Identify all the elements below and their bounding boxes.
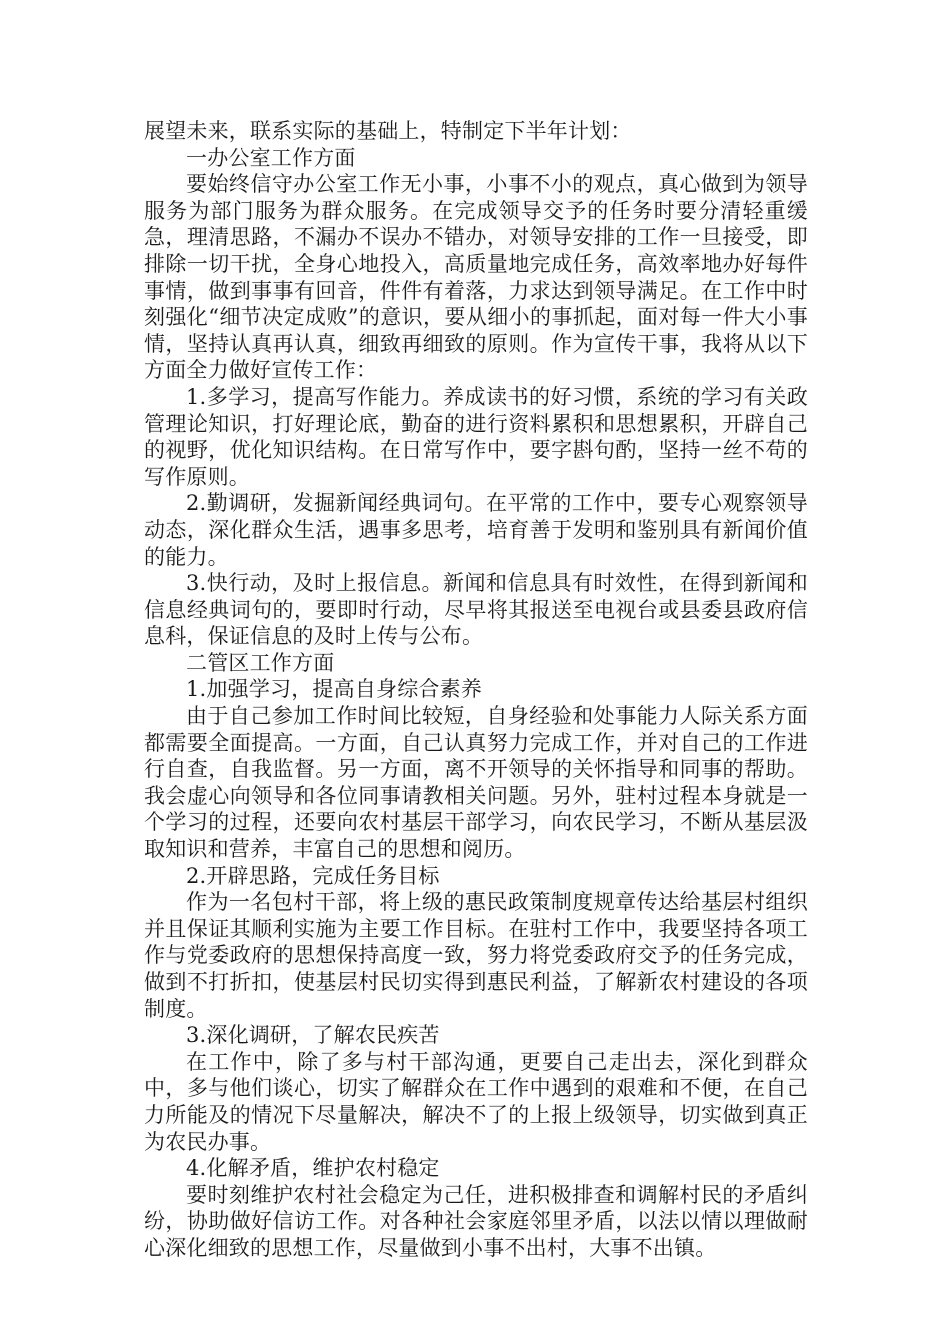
paragraph: 在工作中，除了多与村干部沟通，更要自己走出去，深化到群众中，多与他们谈心，切实了解群众在工作中遇到的艰难和不便，在自己力所能及的情况下尽量解决，解决不了的上报上级领导，切实做到真正为农民办事。 [144, 1049, 808, 1154]
paragraph: 3.快行动，及时上报信息。新闻和信息具有时效性，在得到新闻和信息经典词句的，要即时行动，尽早将其报送至电视台或县委县政府信息科，保证信息的及时上传与公布。 [144, 571, 808, 649]
paragraph: 要始终信守办公室工作无小事，小事不小的观点，真心做到为领导服务为部门服务为群众服务。在完成领导交予的任务时要分清轻重缓急，理清思路，不漏办不误办不错办，对领导安排的工作一旦接受，即排除一切干扰，全身心地投入，高质量地完成任务，高效率地办好每件事情，做到事事有回音，件件有着落，力求达到领导满足。在工作中时刻强化“细节决定成败”的意识，要从细小的事抓起，面对每一件大小事情，坚持认真再认真，细致再细致的原则。作为宣传干事，我将从以下方面全力做好宣传工作： [144, 172, 808, 383]
paragraph: 作为一名包村干部，将上级的惠民政策制度规章传达给基层村组织并且保证其顺利实施为主要工作目标。在驻村工作中，我要坚持各项工作与党委政府的思想保持高度一致，努力将党委政府交予的任务完成，做到不打折扣，使基层村民切实得到惠民利益，了解新农村建设的各项制度。 [144, 890, 808, 1021]
paragraph: 1.加强学习，提高自身综合素养 [186, 677, 483, 702]
paragraph: 由于自己参加工作时间比较短，自身经验和处事能力人际关系方面都需要全面提高。一方面，自己认真努力完成工作，并对自己的工作进行自查，自我监督。另一方面，离不开领导的关怀指导和同事的帮助。我会虚心向领导和各位同事请教相关问题。另外，驻村过程本身就是一个学习的过程，还要向农村基层干部学习，向农民学习，不断从基层汲取知识和营养，丰富自己的思想和阅历。 [144, 704, 808, 862]
paragraph: 一办公室工作方面 [186, 145, 356, 170]
paragraph: 要时刻维护农村社会稳定为己任，进积极排查和调解村民的矛盾纠纷，协助做好信访工作。对各种社会家庭邻里矛盾，以法以情以理做耐心深化细致的思想工作，尽量做到小事不出村，大事不出镇。 [144, 1182, 808, 1260]
paragraph: 4.化解矛盾，维护农村稳定 [186, 1156, 440, 1181]
paragraph: 3.深化调研，了解农民疾苦 [186, 1023, 440, 1048]
paragraph: 2.开辟思路，完成任务目标 [186, 863, 440, 888]
paragraph: 2.勤调研，发掘新闻经典词句。在平常的工作中，要专心观察领导动态，深化群众生活，遇事多思考，培育善于发明和鉴别具有新闻价值的能力。 [144, 491, 808, 569]
document-body [144, 118, 808, 1262]
paragraph: 展望未来，联系实际的基础上，特制定下半年计划： [144, 119, 632, 143]
paragraph: 二管区工作方面 [186, 650, 335, 675]
paragraph: 1.多学习，提高写作能力。养成读书的好习惯，系统的学习有关政管理论知识，打好理论底，勤奋的进行资料累积和思想累积，开辟自己的视野，优化知识结构。在日常写作中，要字斟句酌，坚持一丝不苟的写作原则。 [144, 384, 808, 489]
